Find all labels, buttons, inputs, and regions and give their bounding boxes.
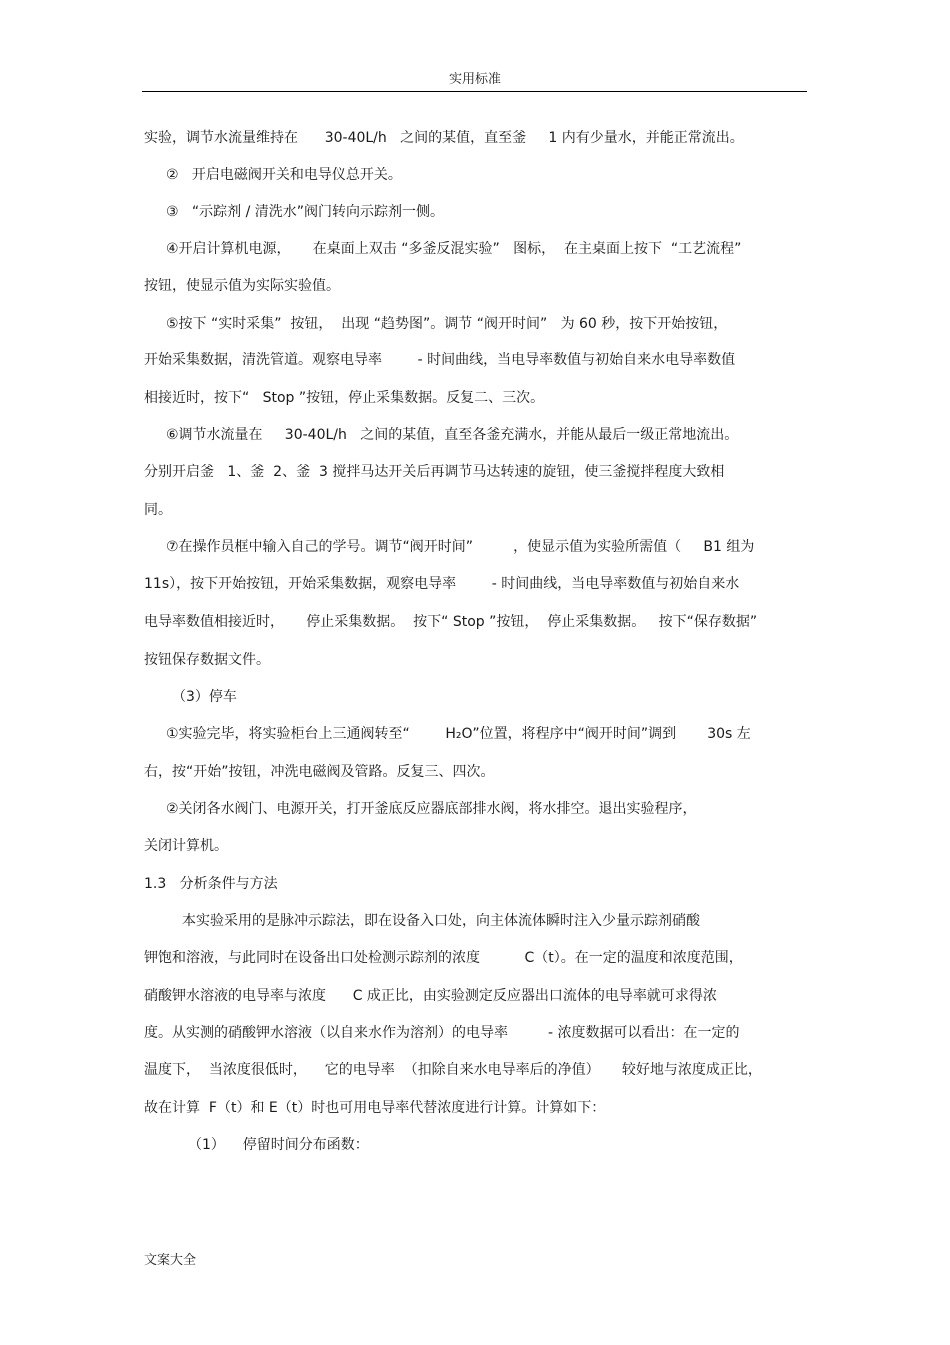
text-line: ⑦在操作员框中输入自己的学号。调节“阀开时间” ，使显示值为实验所需值（ B1 组为	[166, 539, 755, 555]
text-line: ② 开启电磁阀开关和电导仪总开关。	[166, 167, 402, 183]
text-line: 相接近时，按下“ Stop ”按钮，停止采集数据。反复二、三次。	[144, 390, 545, 406]
text-line: 分别开启釜 1、釜 2、釜 3 搅拌马达开关后再调节马达转速的旋钮，使三釜搅拌程度大致相	[144, 464, 725, 480]
text-line: 按钮，使显示值为实际实验值。	[144, 278, 340, 294]
text-line: 按钮保存数据文件。	[144, 652, 270, 668]
text-line: 右，按“开始”按钮，冲洗电磁阀及管路。反复三、四次。	[144, 764, 495, 780]
text-line: ①实验完毕，将实验柜台上三通阀转至“ H₂O”位置，将程序中“阀开时间”调到 30s 左	[166, 726, 751, 742]
text-line: （1） 停留时间分布函数：	[188, 1137, 369, 1153]
text-line: 故在计算 F（t）和 E（t）时也可用电导率代替浓度进行计算。计算如下：	[144, 1100, 606, 1116]
page-header: 实用标准	[448, 72, 501, 87]
text-line: （3）停车	[172, 689, 237, 705]
text-line: 实验，调节水流量维持在 30-40L/h 之间的某值，直至釜 1 内有少量水，并能正常流出。	[144, 130, 744, 146]
text-line: ⑤按下 “实时采集” 按钮， 出现 “趋势图”。调节 “阀开时间” 为 60 秒，按下开始按钮，	[166, 316, 728, 332]
text-line: ②关闭各水阀门、电源开关，打开釜底反应器底部排水阀，将水排空。退出实验程序，	[166, 801, 697, 817]
text-line: 关闭计算机。	[144, 838, 228, 854]
header-rule	[142, 91, 807, 92]
text-line: ④开启计算机电源， 在桌面上双击 “多釜反混实验” 图标， 在主桌面上按下 “工艺流程”	[166, 241, 742, 257]
text-line: 同。	[144, 502, 172, 518]
text-line: 11s），按下开始按钮，开始采集数据，观察电导率 - 时间曲线，当电导率数值与初始自来水	[144, 576, 740, 592]
text-line: 1.3 分析条件与方法	[144, 876, 278, 892]
text-line: 度。从实测的硝酸钾水溶液（以自来水作为溶剂）的电导率 - 浓度数据可以看出：在一定的	[144, 1025, 740, 1041]
text-line: ⑥调节水流量在 30-40L/h 之间的某值，直至各釜充满水，并能从最后一级正常地流出。	[166, 427, 739, 443]
text-line: 电导率数值相接近时， 停止采集数据。 按下“ Stop ”按钮， 停止采集数据。 按下“保存数据”	[144, 614, 758, 630]
text-line: 开始采集数据，清洗管道。观察电导率 - 时间曲线，当电导率数值与初始自来水电导率数值	[144, 352, 736, 368]
text-line: 本实验采用的是脉冲示踪法，即在设备入口处，向主体流体瞬时注入少量示踪剂硝酸	[182, 913, 700, 929]
text-line: 钾饱和溶液，与此同时在设备出口处检测示踪剂的浓度 C（t）。在一定的温度和浓度范围，	[144, 950, 743, 966]
page-footer: 文案大全	[144, 1253, 197, 1268]
text-line: 硝酸钾水溶液的电导率与浓度 C 成正比，由实验测定反应器出口流体的电导率就可求得浓	[144, 988, 717, 1004]
text-line: 温度下， 当浓度很低时， 它的电导率 （扣除自来水电导率后的净值） 较好地与浓度成正比，	[144, 1062, 762, 1078]
text-line: ③ “示踪剂 / 清洗水”阀门转向示踪剂一侧。	[166, 204, 445, 220]
